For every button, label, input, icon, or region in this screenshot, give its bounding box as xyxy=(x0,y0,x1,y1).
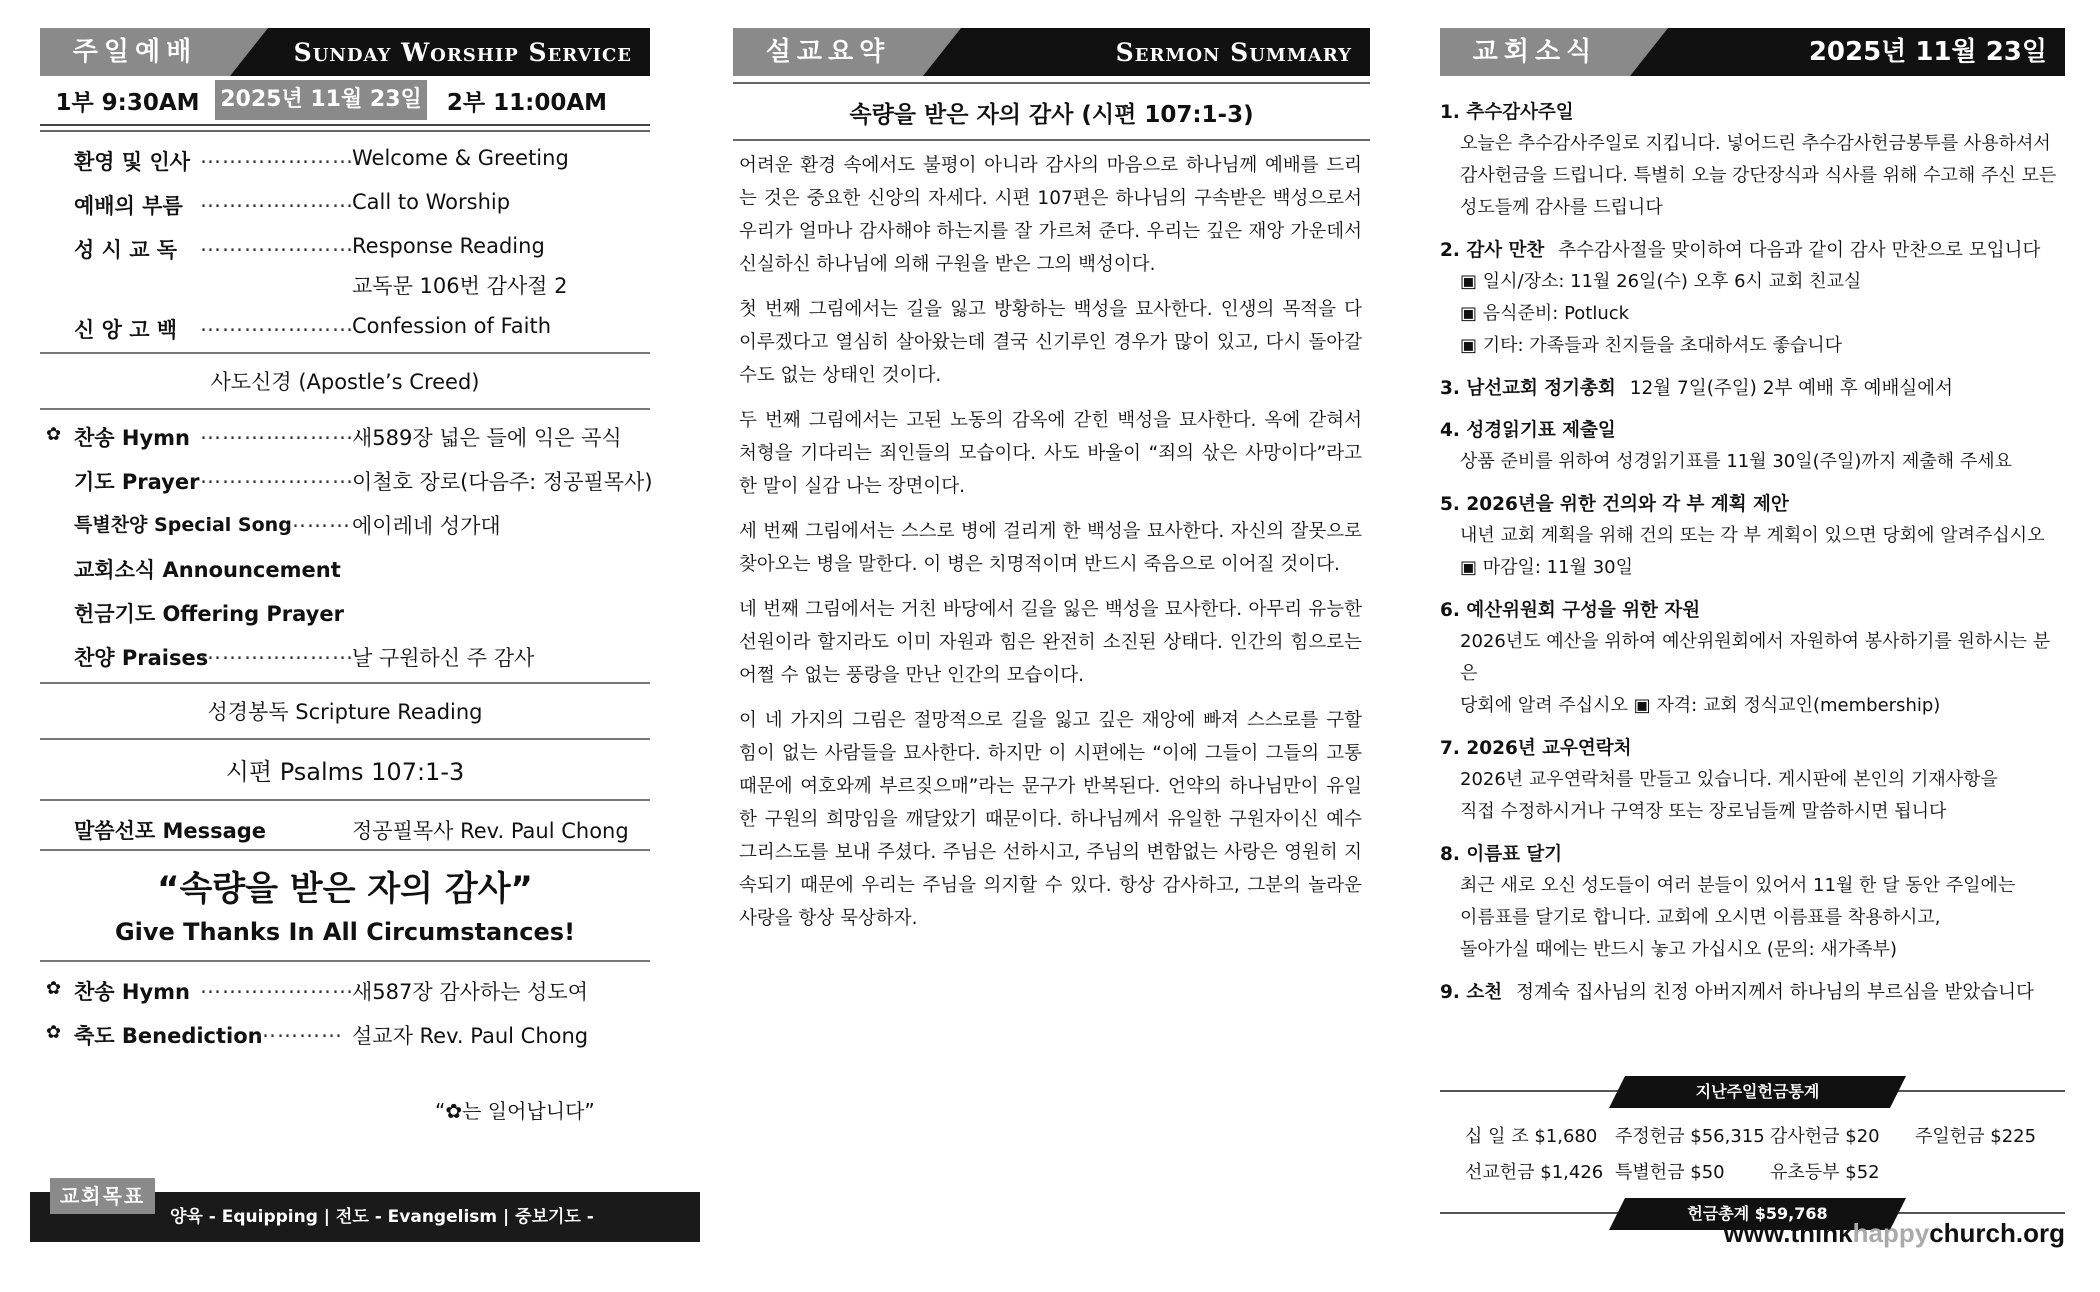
news-title: 3. 남선교회 정기총회 xyxy=(1440,378,1616,399)
psalm-reference: 시편 Psalms 107:1-3 xyxy=(225,758,465,786)
service-date: 2025년 11월 23일 xyxy=(215,80,427,120)
stand-icon: ✿ xyxy=(46,978,62,999)
news-bullet: ▣ 기타: 가족들과 친지들을 초대하셔도 좋습니다 xyxy=(1440,330,2065,362)
news-inline: 추수감사절을 맞이하여 다음과 같이 감사 만찬으로 모입니다 xyxy=(1558,240,2041,261)
order-dots: ………………… xyxy=(200,232,354,256)
total-bar xyxy=(1440,1204,2065,1223)
order-row xyxy=(40,224,650,304)
message-title: “속량을 받은 자의 감사” xyxy=(157,869,533,909)
news-header-ko: 교회소식 xyxy=(1440,28,1630,76)
news-column xyxy=(1440,28,2065,1248)
worship-header-en: Sunday Worship Service xyxy=(293,38,632,67)
order-row xyxy=(40,180,650,224)
news-line: 이름표를 달기로 합니다. 교회에 오시면 이름표를 착용하시고, xyxy=(1460,907,1941,928)
news-item xyxy=(1440,236,2065,362)
message-row xyxy=(40,801,650,849)
order-row xyxy=(40,304,650,348)
sermon-header xyxy=(733,28,1370,76)
news-line: 상품 준비를 위하여 성경읽기표를 11월 30일(주일)까지 제출해 주세요 xyxy=(1460,451,2012,472)
news-line: 성도들께 감사를 드립니다 xyxy=(1460,197,1663,218)
sermon-title: 속량을 받은 자의 감사 (시편 107:1-3) xyxy=(733,82,1370,141)
news-line: 직접 수정하시거나 구역장 또는 장로님들께 말씀하시면 됩니다 xyxy=(1460,801,1947,822)
order-row xyxy=(40,500,650,544)
stat-cell: 특별헌금 $50 xyxy=(1615,1162,1725,1183)
offering-stats xyxy=(1440,1068,2065,1223)
news-line: 당회에 알려 주십시오 ▣ 자격: 교회 정식교인(membership) xyxy=(1460,695,1941,716)
order-row xyxy=(40,588,650,632)
order-dots: ………………… xyxy=(200,188,354,212)
news-line: 오늘은 추수감사주일로 지킵니다. 넣어드린 추수감사헌금봉투를 사용하셔서 xyxy=(1460,133,2051,154)
order-row xyxy=(40,136,650,180)
news-item xyxy=(1440,374,2065,404)
order-dots: ………………… xyxy=(200,974,354,998)
order-label: 교회소식 Announcement xyxy=(74,558,341,582)
news-title: 8. 이름표 달기 xyxy=(1440,844,1563,865)
news-header xyxy=(1440,28,2065,76)
news-item xyxy=(1440,490,2065,584)
rise-note: “✿는 일어납니다” xyxy=(435,1099,595,1123)
news-bullet: ▣ 마감일: 11월 30일 xyxy=(1440,552,2065,584)
stats-row xyxy=(1440,1148,2065,1184)
message-value: 정공필목사 Rev. Paul Chong xyxy=(352,819,629,843)
service-times xyxy=(40,76,650,126)
news-title: 7. 2026년 교우연락처 xyxy=(1440,738,1632,759)
news-title: 9. 소천 xyxy=(1440,982,1503,1003)
order-label: 찬양 Praises xyxy=(74,646,209,670)
news-line: 돌아가실 때에는 반드시 놓고 가십시오 (문의: 새가족부) xyxy=(1460,939,1897,960)
order-row xyxy=(40,632,650,676)
news-title: 6. 예산위원회 구성을 위한 자원 xyxy=(1440,600,1701,621)
worship-header xyxy=(40,28,650,76)
stat-cell: 주정헌금 $56,315 xyxy=(1615,1126,1765,1147)
stats-row xyxy=(1440,1112,2065,1148)
news-line: 내년 교회 계획을 위해 건의 또는 각 부 계획이 있으면 당회에 알려주십시오 xyxy=(1460,525,2045,546)
message-label: 말씀선포 Message xyxy=(74,819,267,843)
news-inline: 정계숙 집사님의 친정 아버지께서 하나님의 부르심을 받았습니다 xyxy=(1516,982,2034,1003)
sermon-paragraph: 세 번째 그림에서는 스스로 병에 걸리게 한 백성을 묘사한다. 자신의 잘못으로 찾아오는 병을 말한다. 이 병은 치명적이며 반드시 죽음으로 이어질 것이다. xyxy=(739,521,1362,575)
order-label: 찬송 Hymn xyxy=(74,980,190,1004)
news-date: 2025년 11월 23일 xyxy=(1808,37,2047,67)
news-inline: 12월 7일(주일) 2부 예배 후 예배실에서 xyxy=(1629,378,1954,399)
news-item xyxy=(1440,734,2065,828)
order-row xyxy=(40,412,650,456)
news-list xyxy=(1440,98,2065,1008)
service2-time: 2부 11:00AM xyxy=(446,89,608,116)
order-value: Response Reading xyxy=(352,234,545,258)
divider xyxy=(40,130,650,132)
news-title: 5. 2026년을 위한 건의와 각 부 계획 제안 xyxy=(1440,494,1789,515)
stat-cell: 감사헌금 $20 xyxy=(1770,1126,1880,1147)
stat-cell: 주일헌금 $225 xyxy=(1915,1126,2037,1147)
divider xyxy=(40,408,650,410)
stats-header-bar xyxy=(1440,1082,2065,1101)
church-website[interactable]: www.thinkhappychurch.org xyxy=(1723,1218,2065,1248)
order-row xyxy=(40,1010,650,1054)
order-value: 새589장 넓은 들에 익은 곡식 xyxy=(352,426,622,450)
order-label: 축도 Benediction xyxy=(74,1024,263,1048)
order-value: Call to Worship xyxy=(352,190,511,214)
order-dots: ……… xyxy=(285,508,351,532)
divider xyxy=(40,960,650,962)
order-value: 에이레네 성가대 xyxy=(352,514,501,538)
order-label: 예배의 부름 xyxy=(74,194,183,218)
stat-cell: 십 일 조 $1,680 xyxy=(1465,1126,1598,1147)
sermon-paragraph: 네 번째 그림에서는 거친 바당에서 길을 잃은 백성을 묘사한다. 아무리 유능한 선원이라 할지라도 이미 자원과 힘은 완전히 소진된 상태다. 인간의 힘으로는 어쩔 수 없는 풍랑을 만난 인간의 모습이다. xyxy=(739,599,1362,686)
order-label: 기도 Prayer xyxy=(74,470,200,494)
order-dots: ………………… xyxy=(200,144,354,168)
order-value: Confession of Faith xyxy=(352,314,551,338)
news-line: 2026년도 예산을 위하여 예산위원회에서 자원하여 봉사하기를 원하시는 분은 xyxy=(1460,631,2051,684)
sermon-column xyxy=(733,28,1370,947)
news-line: 감사헌금을 드립니다. 특별히 오늘 강단장식과 식사를 위해 수고해 주신 모든 xyxy=(1460,165,2057,186)
order-label: 찬송 Hymn xyxy=(74,426,190,450)
stats-header: 지난주일헌금통계 xyxy=(1625,1076,1890,1108)
news-item xyxy=(1440,978,2065,1008)
scripture-reading: 성경봉독 Scripture Reading xyxy=(207,700,483,724)
offering-total: 헌금총계 $59,768 xyxy=(1625,1198,1890,1230)
order-label: 특별찬양 Special Song xyxy=(74,514,292,536)
service1-time: 1부 9:30AM xyxy=(55,89,200,116)
order-dots: ………………… xyxy=(200,420,354,444)
order-value: Welcome & Greeting xyxy=(352,146,569,170)
sermon-paragraph: 첫 번째 그림에서는 길을 잃고 방황하는 백성을 묘사한다. 인생의 목적을 다 이루겠다고 열심히 살아왔는데 결국 신기루인 경우가 많이 있고, 다시 돌아갈 수도 없는 상태인 것이다. xyxy=(739,299,1362,386)
order-label: 헌금기도 Offering Prayer xyxy=(74,602,344,626)
message-subtitle: Give Thanks In All Circumstances! xyxy=(114,918,576,946)
news-line: 2026년 교우연락처를 만들고 있습니다. 게시판에 본인의 기재사항을 xyxy=(1460,769,1998,790)
news-item xyxy=(1440,596,2065,722)
order-label: 환영 및 인사 xyxy=(74,150,191,174)
order-dots: ………………… xyxy=(200,312,354,336)
worship-header-ko: 주일예배 xyxy=(40,28,230,76)
news-item xyxy=(1440,416,2065,478)
order-row xyxy=(40,544,650,588)
order-value: 이철호 장로(다음주: 정공필목사) xyxy=(352,470,653,494)
order-row xyxy=(40,456,653,500)
order-dots: ………………… xyxy=(200,640,354,664)
sermon-paragraph: 어려운 환경 속에서도 불평이 아니라 감사의 마음으로 하나님께 예배를 드리는 것은 중요한 신앙의 자세다. 시편 107편은 하나님의 구속받은 백성으로서 우리가 얼마나 감사해야 하는지를 잘 가르쳐 준다. 우리는 깊은 재앙 가운데서 신실하신 하나님에 의해 구원을 받은 그의 백성이다. xyxy=(739,155,1362,275)
order-label: 신 앙 고 백 xyxy=(74,318,178,342)
church-goal-tag: 교회목표 xyxy=(50,1178,155,1214)
order-dots: ………………… xyxy=(200,464,354,488)
order-row xyxy=(40,966,650,1010)
news-bullet: ▣ 음식준비: Potluck xyxy=(1440,298,2065,330)
sermon-header-en: Sermon Summary xyxy=(1115,38,1352,67)
stat-cell: 선교헌금 $1,426 xyxy=(1465,1162,1604,1183)
stand-icon: ✿ xyxy=(46,1022,62,1043)
order-value: 설교자 Rev. Paul Chong xyxy=(352,1024,589,1048)
order-value-2: 교독문 106번 감사절 2 xyxy=(352,274,568,298)
news-item xyxy=(1440,98,2065,224)
news-bullet: ▣ 일시/장소: 11월 26일(수) 오후 6시 교회 친교실 xyxy=(1440,266,2065,298)
sermon-paragraph: 이 네 가지의 그림은 절망적으로 길을 잃고 깊은 재앙에 빠져 스스로를 구할 힘이 없는 사람들을 묘사한다. 하지만 이 시편에는 “이에 그들이 그들의 고통 때문에 여호와께 부르짖으매”라는 문구가 반복된다. 언약의 하나님만이 유일한 구원의 희망임을 깨달았기 때문이다. 하나님께서 유일한 구원자이신 예수 그리스도를 보내 주셨다. 주님은 선하시고, 주님의 변함없는 사랑은 영원히 지속되기 때문에 우리는 주님을 의지할 수 있다. 항상 감사하고, 그분의 놀라운 사랑을 항상 묵상하자. xyxy=(739,710,1362,929)
stand-icon: ✿ xyxy=(46,424,62,445)
creed: 사도신경 (Apostle’s Creed) xyxy=(210,370,480,394)
order-value: 날 구원하신 주 감사 xyxy=(352,646,535,670)
order-value: 새587장 감사하는 성도여 xyxy=(352,980,589,1004)
stat-cell: 유초등부 $52 xyxy=(1770,1162,1880,1183)
news-title: 4. 성경읽기표 제출일 xyxy=(1440,420,1616,441)
divider xyxy=(40,849,650,851)
order-dots: ………… xyxy=(255,1018,343,1042)
church-goal-bar xyxy=(30,1184,700,1277)
worship-column xyxy=(40,28,653,1054)
news-title: 1. 추수감사주일 xyxy=(1440,102,1574,123)
news-title: 2. 감사 만찬 xyxy=(1440,240,1545,261)
church-goal-text: 양육 - Equipping | 전도 - Evangelism | 중보기도 - Intercessor Player xyxy=(170,1207,594,1277)
news-item xyxy=(1440,840,2065,966)
sermon-paragraph: 두 번째 그림에서는 고된 노동의 감옥에 갇힌 백성을 묘사한다. 옥에 갇혀서 처형을 기다리는 죄인들의 모습이다. 사도 바울이 “죄의 삯은 사망이다”라고 한 말이 실감 나는 장면이다. xyxy=(739,410,1362,497)
sermon-header-ko: 설교요약 xyxy=(733,28,923,76)
news-line: 최근 새로 오신 성도들이 여러 분들이 있어서 11월 한 달 동안 주일에는 xyxy=(1460,875,2016,896)
order-label: 성 시 교 독 xyxy=(74,238,178,262)
